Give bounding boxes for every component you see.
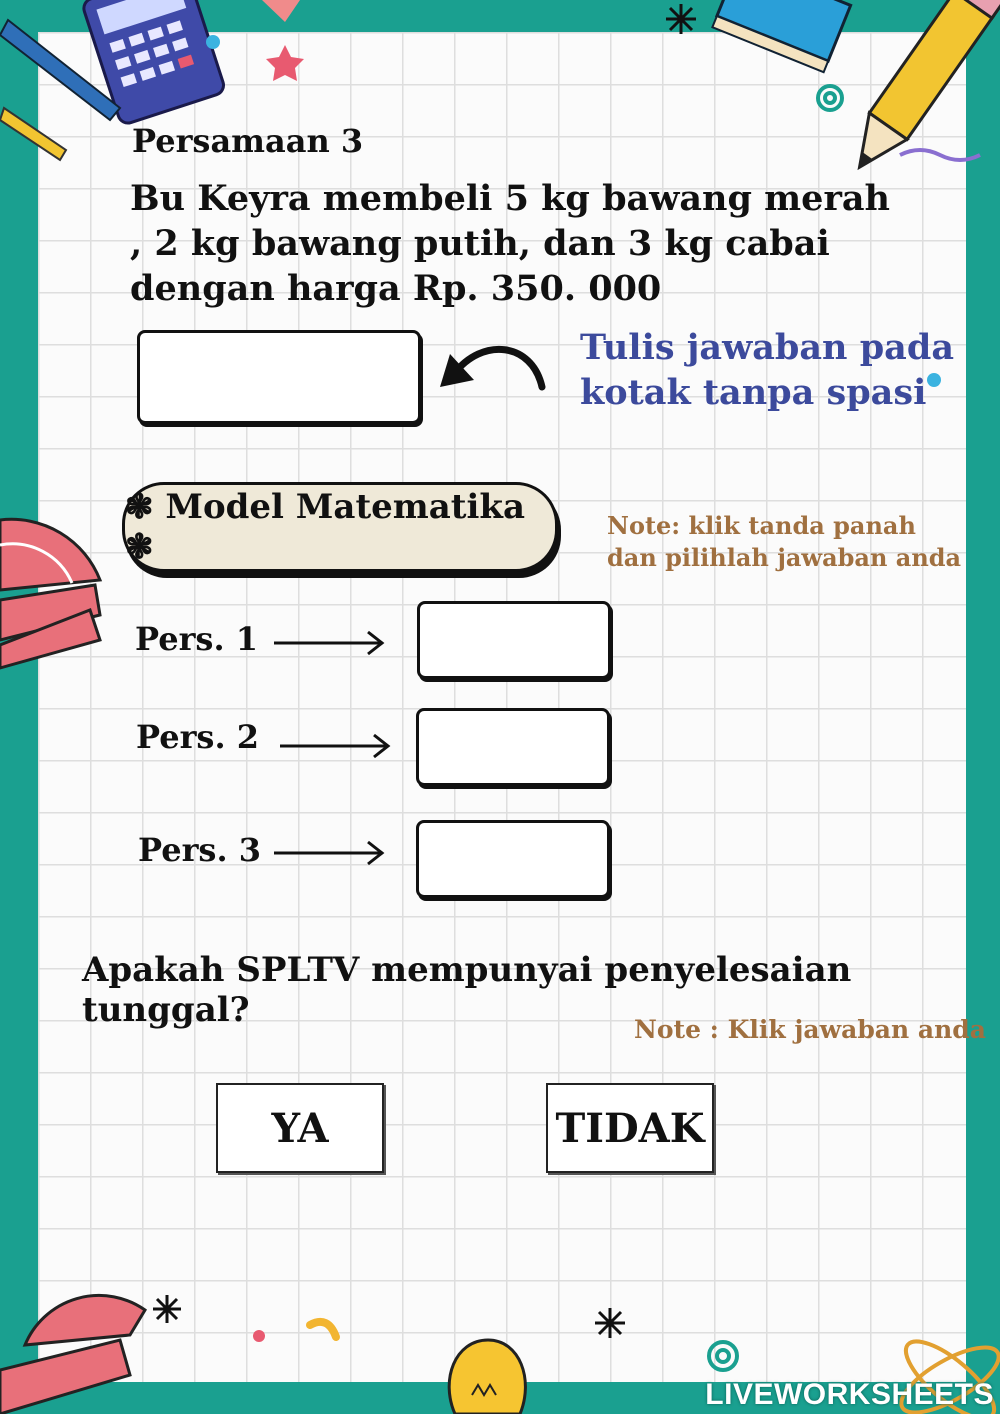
triangle-decoration [262, 0, 300, 22]
pers-2-label: Pers. 2 [136, 718, 259, 756]
arrow-right-icon[interactable] [272, 838, 387, 868]
liveworksheets-watermark: LIVEWORKSHEETS [705, 1378, 994, 1411]
spiral-icon [709, 1342, 737, 1370]
dot-decoration [253, 1330, 265, 1342]
star-icon [266, 45, 304, 81]
squiggle-decoration [900, 150, 980, 160]
arrow-right-icon[interactable] [272, 628, 387, 658]
answer-input-box[interactable] [137, 330, 421, 424]
hint-line-1: Tulis jawaban pada [580, 327, 954, 368]
problem-text: Bu Keyra membeli 5 kg bawang merah , 2 kg bawang putih, dan 3 kg cabai dengan harga Rp. 350. 000 [130, 178, 891, 309]
hint-line-2: kotak tanpa spasi [580, 372, 927, 413]
question-text: Apakah SPLTV mempunyai penyelesaian tunggal? [82, 950, 852, 1030]
note-arrow-line-2: dan pilihlah jawaban anda [607, 543, 962, 572]
spiral-icon [818, 86, 842, 110]
protractor-icon [0, 1295, 145, 1414]
note-arrow [607, 510, 961, 574]
answer-hint [580, 325, 954, 415]
note-answer: Note : Klik jawaban anda [634, 1015, 986, 1044]
book-icon [712, 0, 850, 72]
no-button[interactable]: TIDAK [546, 1083, 714, 1173]
pencil-icon [841, 0, 1000, 180]
squiggle-decoration [310, 1322, 336, 1337]
page-heading: Persamaan 3 [132, 122, 364, 160]
pers-2-answer-box[interactable] [416, 708, 610, 786]
protractor-icon [0, 519, 100, 590]
ruler-icon [0, 585, 100, 668]
sparkle-icon [666, 4, 696, 34]
dot-decoration [206, 35, 220, 49]
sparkle-icon [595, 1308, 625, 1338]
curved-arrow-icon [432, 332, 552, 402]
model-matematika-button[interactable]: ❃ Model Matematika ❃ [122, 482, 558, 572]
pers-3-answer-box[interactable] [416, 820, 610, 898]
yes-button[interactable]: YA [216, 1083, 384, 1173]
arrow-right-icon[interactable] [278, 731, 393, 761]
pers-1-label: Pers. 1 [135, 620, 258, 658]
lightbulb-icon [449, 1340, 525, 1414]
sparkle-icon [153, 1295, 181, 1323]
note-arrow-line-1: Note: klik tanda panah [607, 511, 916, 540]
pers-1-answer-box[interactable] [417, 601, 611, 679]
pers-3-label: Pers. 3 [138, 831, 261, 869]
